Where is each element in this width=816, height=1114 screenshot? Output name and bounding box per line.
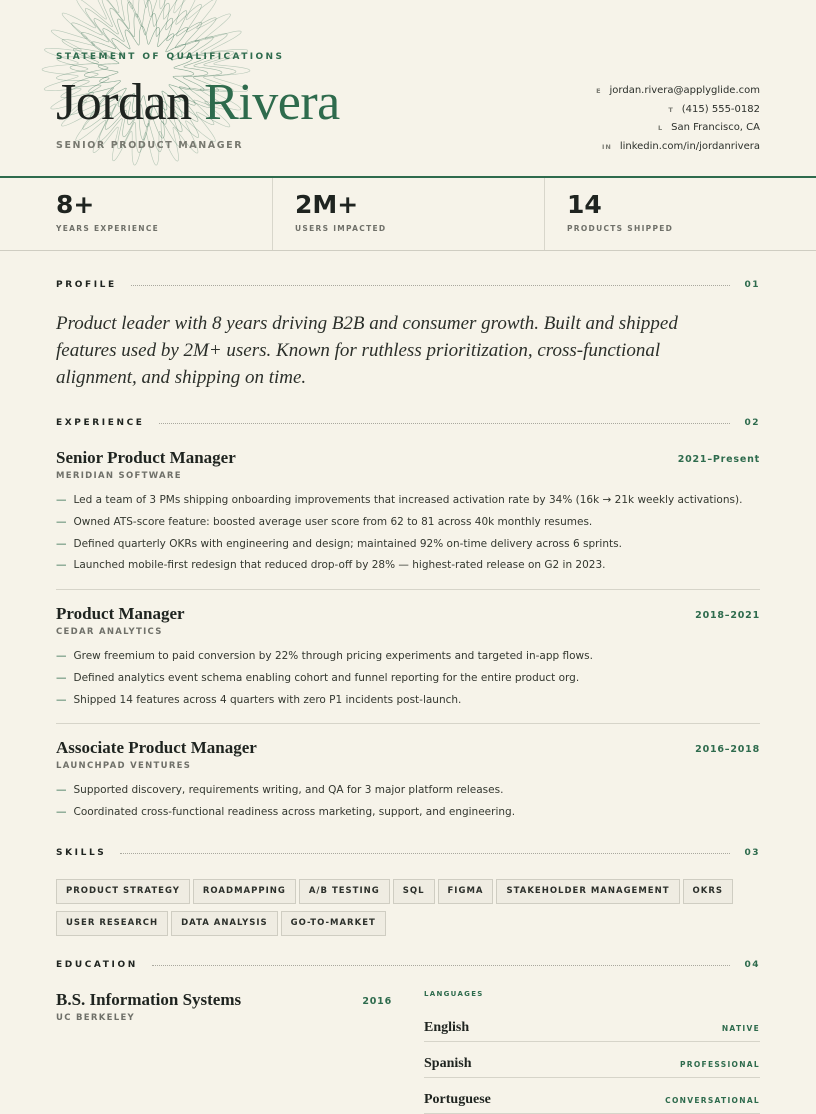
- bullet-text: Defined analytics event schema enabling cohort and funnel reporting for the entire product org.: [73, 671, 580, 684]
- dash-marker: —: [56, 650, 67, 662]
- skill-chip: ROADMAPPING: [193, 879, 296, 904]
- skill-chip: STAKEHOLDER MANAGEMENT: [496, 879, 679, 904]
- stats-bar: [0, 178, 816, 251]
- job-title: Product Manager: [56, 604, 185, 623]
- first-name: Jordan: [56, 74, 192, 131]
- contact-block: [596, 82, 760, 156]
- language-level: PROFESSIONAL: [680, 1060, 760, 1069]
- stat-value: 8+: [56, 190, 95, 219]
- languages-list: [424, 1006, 760, 1114]
- contact-value: jordan.rivera@applyglide.com: [609, 85, 760, 96]
- job-bullets: [56, 650, 760, 715]
- stat-label: USERS IMPACTED: [295, 224, 387, 233]
- dash-marker: —: [56, 494, 67, 506]
- section-number: 02: [744, 418, 760, 428]
- job-company: LAUNCHPAD VENTURES: [56, 761, 192, 771]
- bullet-text: Owned ATS-score feature: boosted average user score from 62 to 81 across 40k monthly resumes.: [73, 515, 593, 528]
- bullet-text: Led a team of 3 PMs shipping onboarding improvements that increased activation rate by 34% (16k → 21k weekly activations).: [73, 494, 743, 506]
- contact-key: E: [596, 87, 602, 95]
- stat-years: [0, 178, 272, 250]
- language-name: Portuguese: [424, 1092, 491, 1107]
- skill-chip: GO-TO-MARKET: [281, 911, 386, 936]
- job-bullet: [56, 650, 760, 672]
- section-title: EDUCATION: [56, 960, 138, 970]
- statement-kicker: STATEMENT OF QUALIFICATIONS: [56, 52, 285, 62]
- education-entry: [56, 990, 392, 1023]
- section-title: EXPERIENCE: [56, 418, 145, 428]
- job-bullet: [56, 516, 760, 538]
- job-dates: 2018–2021: [695, 610, 760, 621]
- skill-chip: OKRS: [683, 879, 733, 904]
- job-bullets: [56, 784, 760, 828]
- job-bullet: [56, 494, 760, 516]
- graduation-year: 2016: [362, 996, 392, 1007]
- language-row: [424, 1042, 760, 1078]
- language-row: [424, 1078, 760, 1114]
- languages-heading: LANGUAGES: [424, 990, 484, 998]
- resume-header: [0, 0, 816, 178]
- skill-chip: FIGMA: [438, 879, 494, 904]
- language-name: English: [424, 1020, 470, 1035]
- dotted-rule: [131, 285, 731, 286]
- language-level: NATIVE: [721, 1024, 760, 1033]
- language-level: CONVERSATIONAL: [665, 1096, 760, 1105]
- stat-value: 14: [567, 190, 602, 219]
- dotted-rule: [152, 965, 731, 966]
- skill-chip: SQL: [393, 879, 435, 904]
- contact-value: linkedin.com/in/jordanrivera: [619, 140, 760, 152]
- section-number: 01: [744, 280, 760, 290]
- skill-chip: PRODUCT STRATEGY: [56, 879, 190, 904]
- school-name: UC BERKELEY: [56, 1013, 136, 1023]
- profile-summary: Product leader with 8 years driving B2B and consumer growth. Built and shipped features used by 2M+ users. Known for ruthless prioritization, cross-functional alignment, and shipping on time.: [56, 313, 678, 388]
- dotted-rule: [120, 853, 730, 854]
- contact-linkedin[interactable]: [596, 138, 760, 157]
- job-dates: 2021–Present: [677, 454, 760, 465]
- dash-marker: —: [56, 805, 67, 818]
- stat-label: YEARS EXPERIENCE: [56, 224, 160, 233]
- job-title: Associate Product Manager: [56, 738, 257, 757]
- dash-marker: —: [56, 559, 67, 572]
- job-title: Senior Product Manager: [56, 448, 236, 467]
- job-bullets: [56, 494, 760, 581]
- last-name: Rivera: [204, 74, 340, 131]
- skill-chip: A/B TESTING: [299, 879, 390, 904]
- job-bullet: [56, 694, 760, 716]
- section-title: PROFILE: [56, 280, 117, 290]
- job-entry-cedar: [56, 604, 760, 715]
- job-bullet: [56, 538, 760, 560]
- bullet-text: Supported discovery, requirements writing, and QA for 3 major platform releases.: [73, 784, 504, 796]
- skill-chip: USER RESEARCH: [56, 911, 168, 936]
- contact-key: L: [657, 124, 664, 132]
- stat-users: [272, 178, 544, 250]
- bullet-text: Coordinated cross-functional readiness across marketing, support, and engineering.: [73, 805, 516, 818]
- contact-email[interactable]: [596, 82, 760, 101]
- bullet-text: Shipped 14 features across 4 quarters with zero P1 incidents post-launch.: [73, 693, 462, 706]
- job-divider: [56, 723, 760, 724]
- candidate-name: [56, 72, 340, 134]
- dotted-rule: [159, 423, 731, 424]
- job-company: MERIDIAN SOFTWARE: [56, 471, 182, 481]
- job-dates: 2016–2018: [695, 744, 760, 755]
- bullet-text: Grew freemium to paid conversion by 22% through pricing experiments and targeted in-app flows.: [73, 650, 593, 662]
- section-header-experience: [56, 418, 760, 428]
- job-entry-meridian: [56, 448, 760, 581]
- job-bullet: [56, 672, 760, 694]
- job-bullet: [56, 559, 760, 581]
- contact-value: San Francisco, CA: [671, 122, 760, 133]
- contact-key: IN: [601, 142, 612, 151]
- dash-marker: —: [56, 515, 67, 528]
- section-number: 03: [744, 848, 760, 858]
- dash-marker: —: [56, 671, 67, 684]
- languages-block: [424, 990, 760, 1114]
- bullet-text: Defined quarterly OKRs with engineering and design; maintained 92% on-time delivery across 6 sprints.: [73, 537, 622, 550]
- stat-label: PRODUCTS SHIPPED: [567, 224, 674, 233]
- skills-list: [56, 878, 766, 942]
- section-title: SKILLS: [56, 848, 107, 858]
- section-header-education: [56, 960, 760, 970]
- skill-chip: DATA ANALYSIS: [171, 911, 278, 936]
- section-header-profile: [56, 280, 760, 290]
- degree-title: B.S. Information Systems: [56, 990, 242, 1009]
- contact-phone[interactable]: [596, 101, 760, 120]
- section-number: 04: [744, 960, 760, 970]
- job-bullet: [56, 806, 760, 828]
- stat-products: [544, 178, 816, 250]
- language-name: Spanish: [424, 1056, 472, 1071]
- dash-marker: —: [56, 784, 67, 796]
- contact-value: (415) 555-0182: [681, 103, 760, 115]
- candidate-role: SENIOR PRODUCT MANAGER: [56, 140, 244, 151]
- stat-value: 2M+: [295, 190, 359, 219]
- job-entry-launchpad: [56, 738, 760, 828]
- section-header-skills: [56, 848, 760, 858]
- job-divider: [56, 589, 760, 590]
- contact-key: T: [668, 105, 674, 114]
- dash-marker: —: [56, 693, 67, 706]
- language-row: [424, 1006, 760, 1042]
- contact-location: [596, 119, 760, 138]
- job-company: CEDAR ANALYTICS: [56, 627, 163, 637]
- job-bullet: [56, 784, 760, 806]
- bullet-text: Launched mobile-first redesign that reduced drop-off by 28% — highest-rated release on G2 in 2023.: [73, 559, 606, 572]
- dash-marker: —: [56, 537, 67, 550]
